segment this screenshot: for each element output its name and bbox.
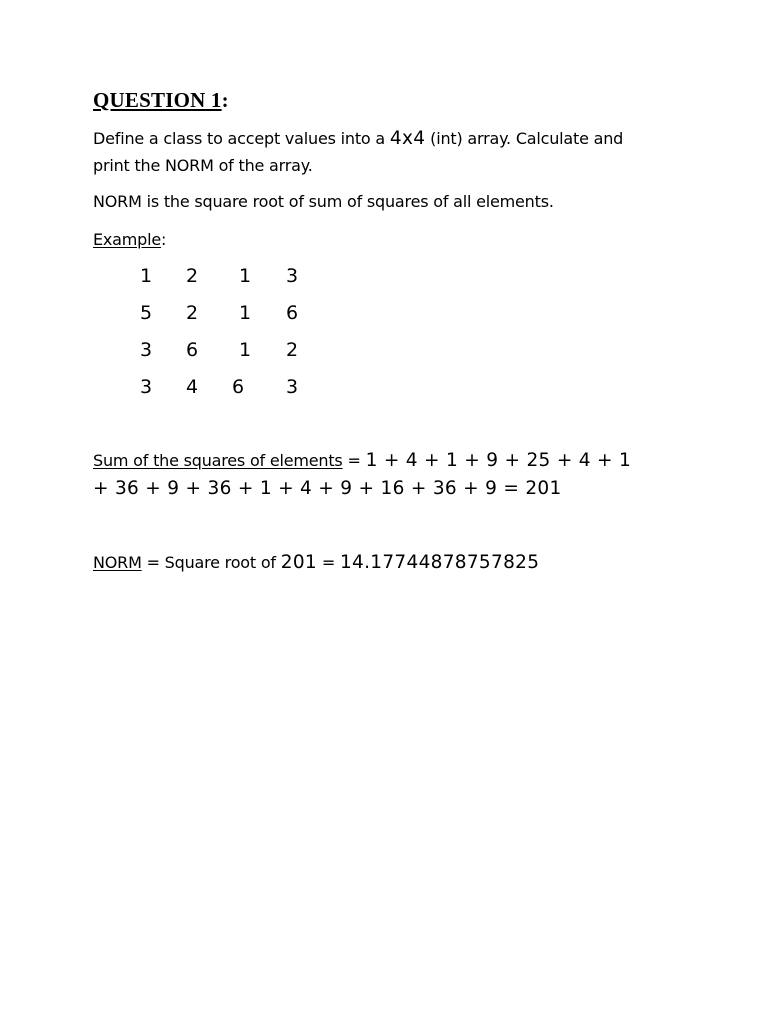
question-colon: :: [221, 88, 229, 112]
array-size: 4x4: [389, 128, 426, 149]
matrix-cell: 3: [139, 339, 153, 361]
matrix-cell: 2: [185, 265, 199, 287]
norm-value: 201: [280, 552, 317, 573]
paragraph-1-line-1: [93, 128, 623, 149]
matrix-cell: 6: [231, 376, 245, 398]
norm-label: NORM: [93, 553, 142, 572]
matrix-cell: 3: [285, 376, 299, 398]
norm-line: [93, 552, 539, 573]
matrix-cell: 6: [285, 302, 299, 324]
question-title: QUESTION 1: [93, 88, 222, 112]
sum-expression-1: 1 + 4 + 1 + 9 + 25 + 4 + 1: [365, 450, 632, 471]
matrix-cell: 3: [285, 265, 299, 287]
question-heading: [93, 88, 229, 113]
paragraph-1-text-b: (int) array. Calculate and: [425, 129, 624, 148]
matrix-cell: 5: [139, 302, 153, 324]
example-colon: :: [161, 230, 167, 249]
matrix-cell: 1: [238, 339, 252, 361]
norm-equals: =: [316, 553, 340, 572]
example-label: [93, 230, 166, 249]
matrix-cell: 2: [285, 339, 299, 361]
matrix-cell: 4: [185, 376, 199, 398]
example-label-text: Example: [93, 230, 162, 249]
matrix-cell: 3: [139, 376, 153, 398]
paragraph-2: NORM is the square root of sum of squares of all elements.: [93, 192, 554, 211]
sum-label: Sum of the squares of elements: [93, 451, 343, 470]
matrix-cell: 1: [238, 265, 252, 287]
matrix-cell: 6: [185, 339, 199, 361]
paragraph-1-text-a: Define a class to accept values into a: [93, 129, 390, 148]
sum-equals: =: [342, 451, 366, 470]
sum-line-1: [93, 450, 631, 471]
norm-result: 14.17744878757825: [339, 552, 540, 573]
norm-text: = Square root of: [141, 553, 281, 572]
matrix-cell: 1: [139, 265, 153, 287]
sum-line-2: + 36 + 9 + 36 + 1 + 4 + 9 + 16 + 36 + 9 = 201: [93, 478, 562, 499]
matrix-cell: 1: [238, 302, 252, 324]
paragraph-1-line-2: print the NORM of the array.: [93, 156, 313, 175]
matrix-cell: 2: [185, 302, 199, 324]
